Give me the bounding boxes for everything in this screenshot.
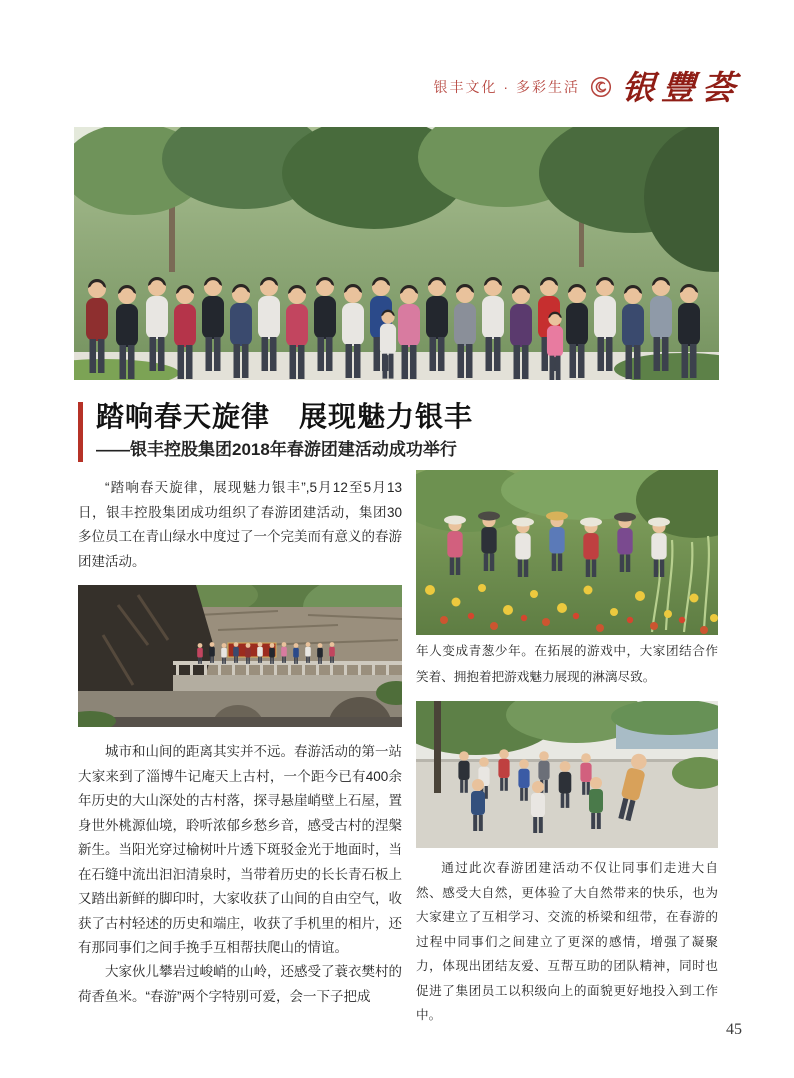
paragraph-3: 大家伙儿攀岩过峻峭的山岭，还感受了蓑衣樊村的荷香鱼米。“春游”两个字特别可爱，会一下子把成 <box>78 964 402 1004</box>
brand-calligraphy-logo: 银豐荟 <box>620 67 744 107</box>
game-photo-illustration <box>416 701 718 848</box>
page-header <box>434 62 742 112</box>
page-number: 45 <box>726 1021 742 1038</box>
flower-field-photo <box>416 470 718 635</box>
swirl-logo-icon <box>590 76 612 98</box>
paragraph-4: 年人变成青葱少年。在拓展的游戏中，大家团结合作笑着、拥抱着把游戏魅力展现的淋漓尽致。 <box>416 644 718 684</box>
group-photo-illustration <box>74 127 719 380</box>
village-photo <box>78 585 402 727</box>
flower-photo-illustration <box>416 470 718 635</box>
paragraph-1: “踏响春天旋律，展现魅力银丰”,5月12至5月13日，银丰控股集团成功组织了春游团建活动，集团30多位员工在青山绿水中度过了一个完美而有意义的春游团建活动。 <box>78 480 402 569</box>
paragraph-5: 通过此次春游团建活动不仅让同事们走进大自然、感受大自然，更体验了大自然带来的快乐，也为大家建立了互相学习、交流的桥梁和纽带，在春游的过程中同事们之间建立了更深的感情，增强了凝聚力，体现出团结友爱、互帮互助的团队精神，同时也促进了集团员工以积级向上的面貌更好地投入到工作中。 <box>416 861 718 1022</box>
village-photo-illustration <box>78 585 402 727</box>
title-accent-bar <box>78 402 83 462</box>
article-title: 踏响春天旋律 展现魅力银丰 <box>96 401 474 432</box>
section-tagline: 银丰文化 · 多彩生活 <box>433 79 580 95</box>
game-photo <box>416 701 718 848</box>
article-subtitle: ——银丰控股集团2018年春游团建活动成功举行 <box>96 440 457 459</box>
top-group-photo <box>74 127 719 380</box>
article-title-block <box>78 399 718 463</box>
paragraph-2: 城市和山间的距离其实并不远。春游活动的第一站大家来到了淄博牛记庵天上古村，一个距今已有400余年历史的大山深处的古村落，探寻悬崖峭壁上石屋，置身世外桃源仙境，聆听浓郁乡愁乡音，感受古村的涅槃新生。当阳光穿过榆树叶片透下斑驳金光于地面时，当在石缝中流出汩汩清泉时，当带着历史的长长青石板上又踏出新鲜的脚印时，大家收获了山间的自由空气，收获了古村轻述的历史和端庄，收获了手机里的相片，还有那同事们之间手挽手互相帮扶爬山的情谊。 <box>78 744 402 955</box>
